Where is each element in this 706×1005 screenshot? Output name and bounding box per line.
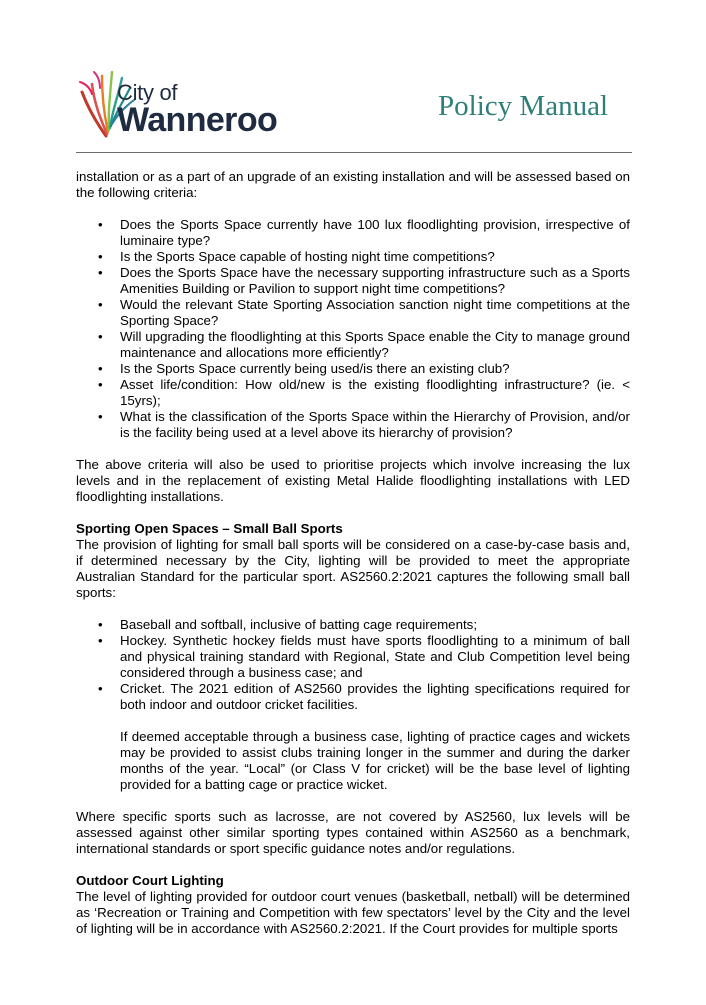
criteria-item: • Will upgrading the floodlighting at this Sports Space enable the City to manage ground maintenance and allocations more efficiently? [76, 329, 630, 361]
other-sports-paragraph: Where specific sports such as lacrosse, are not covered by AS2560, lux levels will be assessed against other similar sporting types contained within AS2560 as a benchmark, international standards or sport specific guidance notes and/or regulations. [76, 809, 630, 856]
outdoor-court-paragraph: The level of lighting provided for outdoor court venues (basketball, netball) will be determined as ‘Recreation or Training and Competition with few spectators’ level by the City and the level of lighting will be in accordance with AS2560.2:2021. If the Court provides for multiple sports [76, 889, 630, 936]
criteria-list [76, 217, 630, 441]
criteria-item: • What is the classification of the Sports Space within the Hierarchy of Provision, and/or is the facility being used at a level above its hierarchy of provision? [76, 409, 630, 441]
small-ball-heading: Sporting Open Spaces – Small Ball Sports [76, 521, 343, 536]
logo-text-city-of: City of [117, 80, 178, 105]
outdoor-court-heading: Outdoor Court Lighting [76, 873, 224, 888]
cricket-note: If deemed acceptable through a business case, lighting of practice cages and wickets may be provided to assist clubs training longer in the summer and during the darker months of the year. “Local” (or Class V for cricket) will be the base level of lighting provided for a batting cage or practice wicket. [120, 729, 630, 792]
small-ball-list [76, 617, 630, 713]
criteria-item: • Would the relevant State Sporting Association sanction night time competitions at the Sporting Space? [76, 297, 630, 329]
small-ball-item: • Hockey. Synthetic hockey fields must have sports floodlighting to a minimum of ball and physical training standard with Regional, State and Club Competition level being considered through a business case; and [76, 633, 630, 681]
small-ball-intro: The provision of lighting for small ball sports will be considered on a case-by-case basis and, if determined necessary by the City, lighting will be provided to meet the appropriate Australian Standard for the particular sport. AS2560.2:2021 captures the following small ball sports: [76, 537, 630, 600]
logo-text-wanneroo: Wanneroo [117, 101, 278, 139]
small-ball-item: • Cricket. The 2021 edition of AS2560 provides the lighting specifications required for both indoor and outdoor cricket facilities. [76, 681, 630, 713]
small-ball-item: • Baseball and softball, inclusive of batting cage requirements; [76, 617, 630, 633]
criteria-item: • Is the Sports Space currently being used/is there an existing club? [76, 361, 630, 377]
criteria-item: • Does the Sports Space have the necessary supporting infrastructure such as a Sports Amenities Building or Pavilion to support night time competitions? [76, 265, 630, 297]
criteria-note: The above criteria will also be used to prioritise projects which involve increasing the lux levels and in the replacement of existing Metal Halide floodlighting installations with LED floodlighting installations. [76, 457, 630, 504]
header-divider [76, 152, 632, 153]
criteria-item: • Is the Sports Space capable of hosting night time competitions? [76, 249, 630, 265]
criteria-item: • Does the Sports Space currently have 100 lux floodlighting provision, irrespective of luminaire type? [76, 217, 630, 249]
criteria-item: • Asset life/condition: How old/new is the existing floodlighting infrastructure? (ie. < 15yrs); [76, 377, 630, 409]
intro-paragraph: installation or as a part of an upgrade of an existing installation and will be assessed based on the following criteria: [76, 169, 630, 200]
page-title: Policy Manual [438, 90, 608, 122]
document-body [76, 169, 630, 937]
